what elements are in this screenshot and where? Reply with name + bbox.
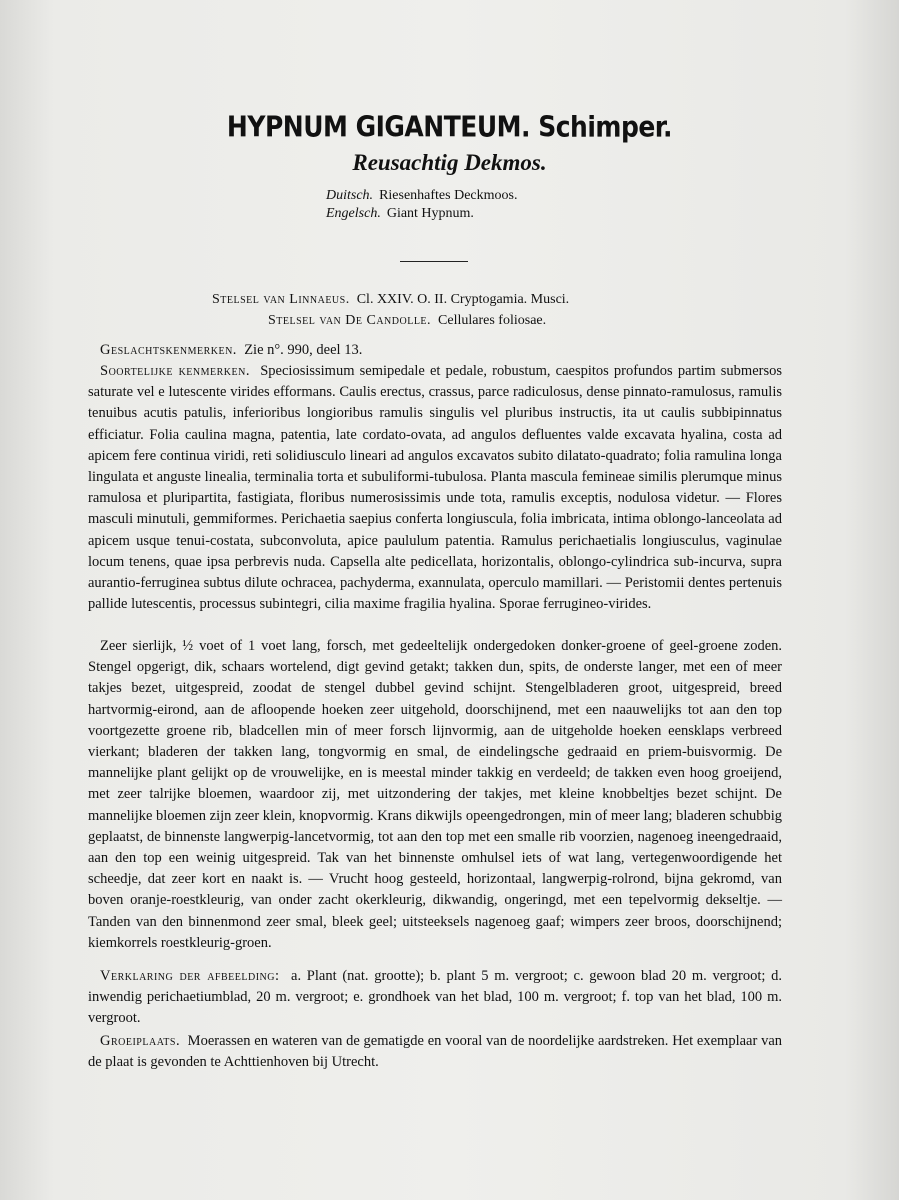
- english-label: Engelsch.: [326, 206, 381, 221]
- linnaeus-label: Stelsel van Linnaeus.: [212, 292, 350, 307]
- divider: [400, 261, 468, 262]
- german-name: Riesenhaftes Deckmoos.: [379, 188, 518, 203]
- habitat-label: Groeiplaats.: [100, 1033, 181, 1049]
- english-name-line: [326, 206, 474, 222]
- genus-characters: [88, 340, 782, 361]
- genus-text: Zie n°. 990, deel 13.: [244, 342, 363, 358]
- species-characters: [88, 361, 782, 615]
- figures-text: a. Plant (nat. grootte); b. plant 5 m. vergroot; c. gewoon blad 20 m. vergroot; d. inwendig perichaetiumblad, 20 m. vergroot; e. grondhoek van het blad, 100 m. vergroot; f. top van het blad, 100 m. vergroot.: [88, 968, 783, 1027]
- page-title: HYPNUM GIGANTEUM. Schimper.: [226, 109, 673, 144]
- figures-label: Verklaring der afbeelding:: [100, 968, 280, 984]
- figure-explanation: [88, 966, 782, 1030]
- dutch-description: Zeer sierlijk, ½ voet of 1 voet lang, forsch, met gedeeltelijk ondergedoken donker-groene of geel-groene zoden. Stengel opgerigt, dik, schaars wortelend, digt gevind getakt; takken dun, spits, de onderste langer, met een of meer takjes bezet, uitgespreid, zoodat de stengel dubbel gevind schijnt. Stengelbladeren groot, uitgespreid, breed hartvormig-eirond, aan de afloopende hoeken zeer uitgehold, doorschijnend, met een naauwelijks tot aan den top voortgezette groene rib, bladcellen min of meer forsch lijnvormig, aan de uitgeholde hoeken eensklaps verbreed vierkant; bladeren der takken lang, tongvormig en smal, de eindelingsche gedraaid en priem-buisvormig. De mannelijke plant gelijkt op de vrouwelijke, en is meestal minder takkig en verdeeld; de takken even hoog groeijend, met zeer talrijke bloemen, waardoor zij, met uitzondering der takjes, met kleine knobbeltjes bezet schijnt. De mannelijke bloemen zijn zeer klein, knopvormig. Krans dikwijls opeengedrongen, min of meer lang; bladeren schubbig geplaatst, de binnenste langwerpig-lancetvormig, tot aan den top met een smalle rib voorzien, nagenoeg ineengedraaid, aan den top een weinig uitgespreid. Tak van het binnenste omhulsel iets of wat lang, vertegenwoordigende het scheedje, dat zeer kort en naakt is. — Vrucht hoog gesteeld, horizontaal, langwerpig-rolrond, bijna gekromd, van boven oranje-roestkleurig, van onder zacht okerkleurig, dikwandig, ongeringd, met een tepelvormig dekseltje. — Tanden van den binnenmond zeer smal, bleek geel; uitsteeksels nagenoeg gaaf; wimpers zeer broos, doorschijnend; kiemkorrels roestkleurig-groen.: [88, 638, 782, 951]
- linnaeus-system: [212, 292, 569, 308]
- habitat-text: Moerassen en wateren van de gematigde en vooral van de noordelijke aardstreken. Het exemplaar van de plaat is gevonden te Achttienhoven bij Utrecht.: [88, 1033, 783, 1071]
- german-label: Duitsch.: [326, 188, 374, 203]
- candolle-text: Cellulares foliosae.: [438, 313, 547, 328]
- species-text: Speciosissimum semipedale et pedale, robustum, caespitos profundos partim submersos saturate vel e lutescente virides efformans. Caulis erectus, crassus, parce radiculosus, dense pinnato-ramulosus, ramulis tenuibus acutis patulis, inferioribus longioribus ramulis singulis vel pluribus instructis, ita ut caulis subbipinnatus efficiatur. Folia caulina magna, patentia, late cordato-ovata, ad angulos defluentes valde excavata hyalina, costa ad apicem fere continua viridi, reti solidiusculo lineari ad angulos excavatos subito dilatato-quadrato; folia ramulina longa lingulata et anguste linealia, terminalia torta et subuliformi-tubulosa. Planta mascula femineae similis plerumque minus ramulosa et pluripartita, fastigiata, floribus numerosissimis unde tota, ramulis exceptis, nodulosa videtur. — Flores masculi minutuli, gemmiformes. Perichaetia saepius conferta longiuscula, folia imbricata, intima oblongo-lanceolata ad apicem usque tenui-costata, subconvoluta, apice paululum patentia. Ramulus perichaetialis longiusculus, vaginulae locum tenens, quae ipsa perbrevis nuda. Capsella alte pedicellata, horizontalis, oblongo-cylindrica sub-incurva, supra aurantio-ferruginea subtus dilute ochracea, pachyderma, exannulata, operculo mamillari. — Peristomii dentes pertenuis pallide lutescentis, processus subintegri, cilia maxime fragilia hyalina. Sporae ferrugineo-virides.: [88, 363, 783, 613]
- habitat: [88, 1031, 782, 1073]
- genus-label: Geslachtskenmerken.: [100, 342, 237, 358]
- dutch-name: Reusachtig Dekmos.: [352, 150, 547, 175]
- candolle-label: Stelsel van De Candolle.: [268, 313, 432, 328]
- candolle-system: [268, 313, 546, 329]
- linnaeus-text: Cl. XXIV. O. II. Cryptogamia. Musci.: [356, 292, 570, 307]
- species-label: Soortelijke kenmerken.: [100, 363, 250, 379]
- english-name: Giant Hypnum.: [386, 206, 474, 221]
- german-name-line: [326, 188, 517, 204]
